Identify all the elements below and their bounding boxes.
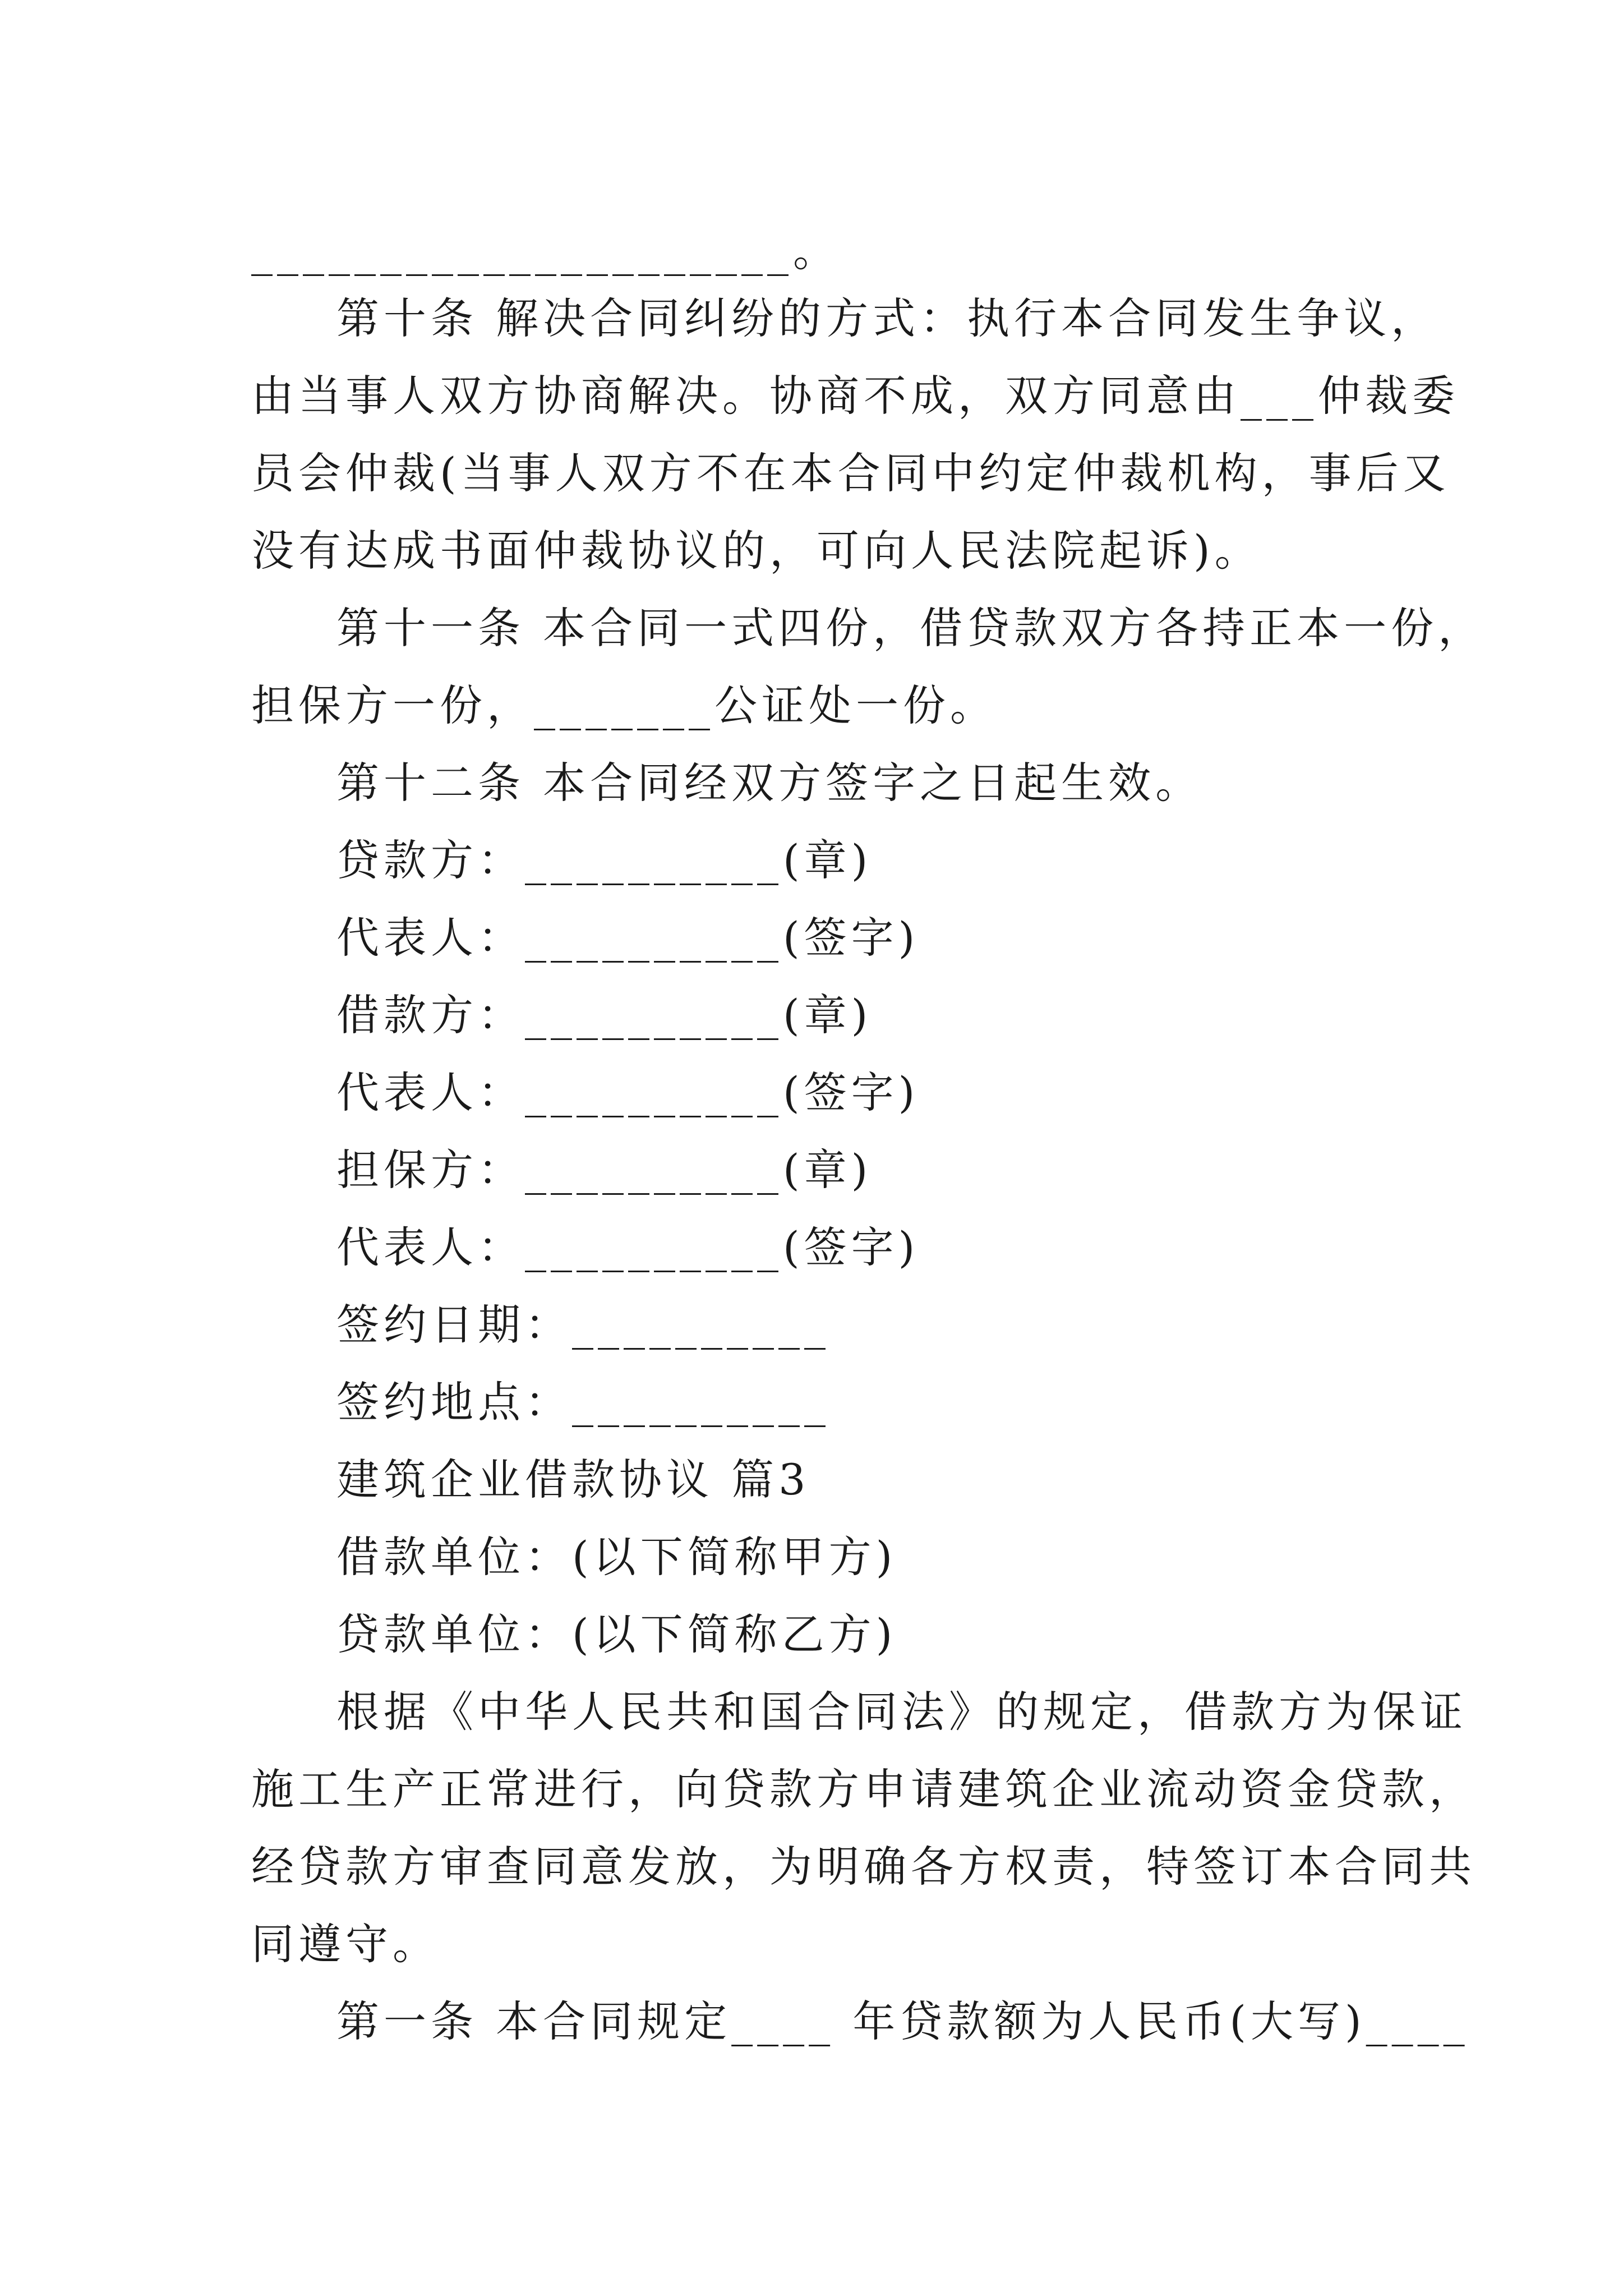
- text-line-21: 施工生产正常进行，向贷款方申请建筑企业流动资金贷款，: [251, 1764, 1476, 1814]
- text-line-11: 借款方：__________(章): [336, 990, 873, 1040]
- text-line-23: 同遵守。: [251, 1919, 440, 1969]
- text-line-3: 由当事人双方协商解决。协商不成，双方同意由___仲裁委: [251, 371, 1459, 421]
- text-line-4: 员会仲裁(当事人双方不在本合同中约定仲裁机构，事后又: [251, 448, 1450, 498]
- text-line-19: 贷款单位：(以下简称乙方): [336, 1609, 897, 1659]
- text-line-15: 签约日期：__________: [336, 1300, 830, 1350]
- text-line-1: _____________________。: [251, 226, 840, 276]
- text-line-20: 根据《中华人民共和国合同法》的规定，借款方为保证: [336, 1687, 1467, 1737]
- text-line-6: 第十一条 本合同一式四份，借贷款双方各持正本一份，: [336, 603, 1486, 653]
- text-line-22: 经贷款方审查同意发放，为明确各方权责，特签订本合同共: [251, 1842, 1476, 1892]
- text-line-10: 代表人：__________(签字): [336, 913, 920, 963]
- text-line-8: 第十二条 本合同经双方签字之日起生效。: [336, 758, 1203, 808]
- text-line-24: 第一条 本合同规定____ 年贷款额为人民币(大写)____: [336, 1996, 1469, 2046]
- text-line-14: 代表人：__________(签字): [336, 1222, 920, 1272]
- text-line-2: 第十条 解决合同纠纷的方式：执行本合同发生争议，: [336, 293, 1438, 343]
- section-heading: 建筑企业借款协议 篇3: [336, 1455, 810, 1504]
- text-line-7: 担保方一份，_______公证处一份。: [251, 680, 997, 730]
- text-line-13: 担保方：__________(章): [336, 1145, 873, 1195]
- text-line-5: 没有达成书面仲裁协议的，可向人民法院起诉)。: [251, 526, 1262, 576]
- text-line-18: 借款单位：(以下简称甲方): [336, 1532, 897, 1582]
- text-line-16: 签约地点：__________: [336, 1377, 830, 1427]
- text-line-12: 代表人：__________(签字): [336, 1068, 920, 1117]
- text-line-9: 贷款方：__________(章): [336, 835, 873, 885]
